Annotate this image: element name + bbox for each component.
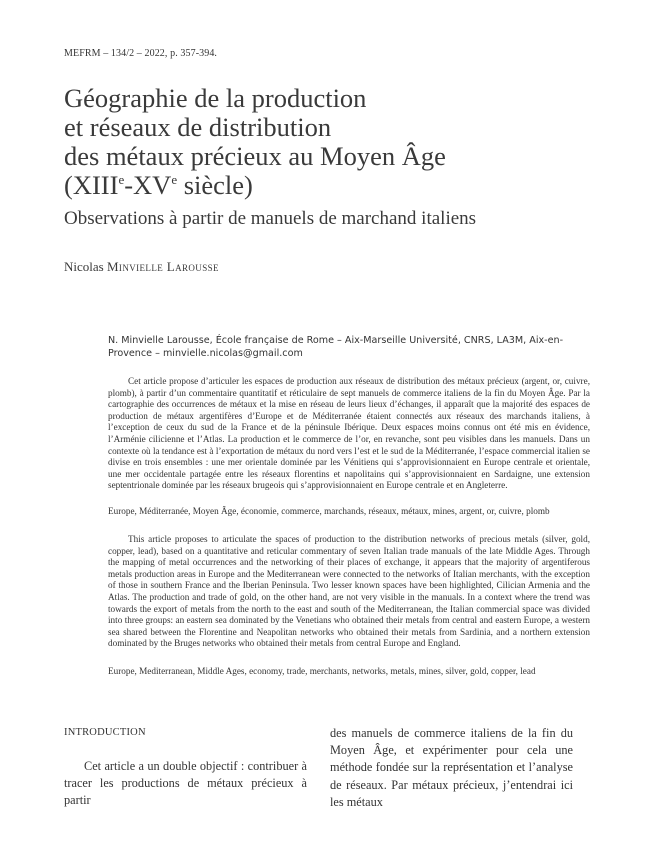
abstract-english-text: This article proposes to articulate the spaces of production to the distribution networks of precious metals (silver, gold, copper, lead), based on a quantitative and reticular commentary of seven Italian trade manuals of the late Middle Ages. Through the mapping of metal occurrences and the networking of their places of exchange, it appears that the majority of argentiferous metals production areas in Europe and the Mediterranean were connected to the networks of Italian merchants, with the exception of those in southern France and the Iberian Peninsula. Two lesser known spaces have been highlighted, Cilician Armenia and the Atlas. The production and trade of gold, on the other hand, are not very visible in the manuals. In a context where the trend was towards the export of metals from the north to the east and south of the Mediterranean, the Italian commercial space was divided into three groups: an eastern sea dominated by the Venetians who obtained their metals from central and eastern Europe, a western sea shared between the Florentine and Neapolitan networks who obtained their metals from Sardinia, and a northern extension dominated by the Bruges networks who obtained their metals from central Europe and England. xyxy=(108,534,590,649)
author-name xyxy=(64,259,219,275)
title-line-3: des métaux précieux au Moyen Âge xyxy=(64,141,446,171)
section-heading-introduction: INTRODUCTION xyxy=(64,727,146,738)
title-line-4 xyxy=(64,171,624,200)
author-affiliation: N. Minvielle Larousse, École française de Rome – Aix-Marseille Université, CNRS, LA3M, Aix-en-Provence – minvielle.nicolas@gmail.com xyxy=(108,335,564,359)
title-century-open: (XIII xyxy=(64,170,119,200)
abstract-french xyxy=(108,376,590,504)
article-title xyxy=(64,84,624,200)
body-text-left-column: Cet article a un double objectif : contribuer à tracer les productions de métaux précieux à partir xyxy=(64,759,307,808)
title-line-1: Géographie de la production xyxy=(64,83,367,113)
author-first-name: Nicolas xyxy=(64,259,104,274)
title-century-close: siècle) xyxy=(177,170,253,200)
body-text-right-column: des manuels de commerce italiens de la fin du Moyen Âge, et expérimenter pour cela une méthode fondée sur la représentation et l’analyse de réseaux. Par métaux précieux, j’entendrai ici les métaux xyxy=(330,726,573,809)
abstract-french-text: Cet article propose d’articuler les espaces de production aux réseaux de distribution des métaux précieux (argent, or, cuivre, plomb), à partir d’un commentaire quantitatif et réticulaire de sept manuels de commerce italiens de la fin du Moyen Âge. Par la cartographie des occurrences de métaux et la mise en réseau de leurs lieux d’échanges, il apparaît que la majorité des espaces de production de métaux argentifères d’Europe et de Méditerranée étaient connectés aux réseaux des marchands italiens, à l’exception de ceux du sud de la France et de la péninsule Ibérique. Deux espaces moins connus ont été mis en évidence, l’Arménie cilicienne et l’Atlas. La production et le commerce de l’or, en revanche, sont peu visibles dans les manuels. Dans un contexte où la tendance est à l’exportation de métaux du nord vers l’est et le sud de la Méditerranée, l’espace commercial italien se divise en trois ensembles : une mer orientale dominée par les Vénitiens qui s’approvisionnaient en Europe centrale et orientale, une mer occidentale partagée entre les réseaux florentins et napolitains qui s’approvisionnaient en Sardaigne, une extension septentrionale dominée par les réseaux brugeois qui s’approvisionnaient en Europe centrale et en Angleterre. xyxy=(108,376,590,491)
keywords-english: Europe, Mediterranean, Middle Ages, economy, trade, merchants, networks, metals, mines, silver, gold, copper, lead xyxy=(108,666,536,676)
title-line-2: et réseaux de distribution xyxy=(64,112,332,142)
abstract-english xyxy=(108,534,590,654)
author-last-name: Minvielle Larousse xyxy=(106,259,219,274)
title-superscript-1: e xyxy=(118,172,125,188)
title-century-mid: -XV xyxy=(124,170,172,200)
keywords-french: Europe, Méditerranée, Moyen Âge, économie, commerce, marchands, réseaux, métaux, mines, argent, or, cuivre, plomb xyxy=(108,506,550,516)
title-superscript-2: e xyxy=(171,172,178,188)
running-head: MEFRM – 134/2 – 2022, p. 357-394. xyxy=(64,48,218,59)
article-subtitle: Observations à partir de manuels de marchand italiens xyxy=(64,208,477,229)
